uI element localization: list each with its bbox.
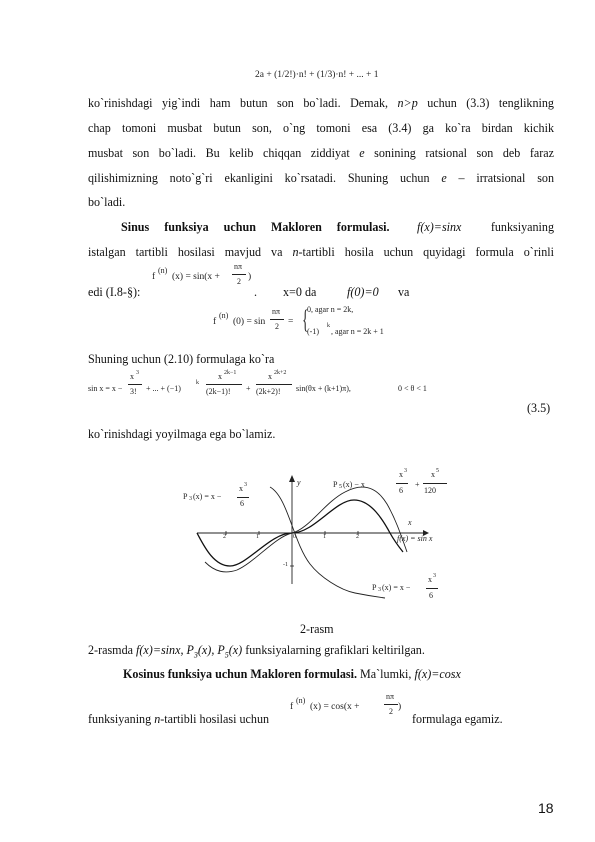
p5-label: P 5 (x) − x x 3 6 + x 5 120 — [333, 470, 453, 506]
kosinus-line2: funksiyaning n-tartibli hosilasi uchun — [88, 712, 270, 726]
sinus-after-line: ko`rinishdagi yoyilmaga ega bo`lamiz. — [88, 427, 276, 441]
shuning-line: Shuning uchun (2.10) formulaga ko`ra — [88, 352, 275, 366]
figure-caption: 2-rasm — [300, 622, 334, 636]
derivative-sin-formula: f (n) (x) = sin(x + nπ 2 ) — [152, 262, 252, 286]
top-formula-text: 2a + (1/2!)·n! + (1/3)·n! + ... + 1 — [255, 70, 379, 80]
y-axis-label: y — [297, 478, 301, 487]
f0-value: f(0)=0 — [347, 285, 379, 299]
p3-label: P 3 (x) = x − x 3 6 — [183, 482, 247, 508]
rasm-description: 2-rasmda f(x)=sinx, $P_3(x)$, $P_5(x)$ funksiyalarning grafiklari keltirilgan. — [88, 643, 425, 660]
kosinus-heading: Kosinus funksiya uchun Makloren formulasi. — [123, 667, 357, 681]
page-number: 18 — [538, 800, 554, 816]
equation-label-3-5: (3.5) — [527, 401, 551, 415]
sinus-heading: Sinus funksiya uchun Makloren formulasi. — [121, 220, 390, 234]
para1-line3: musbat son bo`ladi. Bu kelib chiqqan ziddiyat e sonining ratsional son deb faraz — [88, 146, 554, 160]
para1-line5: bo`ladi. — [88, 195, 126, 209]
kosinus-heading-line: Kosinus funksiya uchun Makloren formulasi. Ma`lumki, f(x)=cosx — [123, 667, 461, 681]
top-formula — [255, 60, 385, 92]
derivative-cos-formula: f (n) (x) = cos(x + nπ 2 ) — [290, 692, 402, 716]
sinus-line3: edi (I.8-§): — [88, 285, 141, 299]
derivative-at-zero-formula: f (n) (0) = sin nπ 2 = { 0, agar n = 2k, (-1) k , agar n = 2k + 1 — [213, 305, 384, 336]
p3-lower-label: P 3 (x) = x − x 3 6 — [372, 573, 436, 600]
fx-label: f(x) = sin x — [397, 534, 433, 543]
x-axis-label: x — [408, 518, 412, 527]
para1-line1: ko`rinishdagi yig`indi ham butun son bo`ladi. Demak, n>p uchun (3.3) tenglikning — [88, 96, 554, 110]
x0-condition: x=0 da — [283, 285, 317, 299]
sin-maclaurin-series: sin x = x − x 3 3! + ... + (−1) k x 2k−1 (2k−1)! + x 2k+2 (2k+2)! sin(θx + (k+1)π), 0 < θ < 1 — [88, 370, 427, 396]
para1-line4: qilishimizning noto`g`ri ekanligini ko`rsatadi. Shuning uchun e – irratsional son — [88, 171, 554, 185]
sinus-line2: istalgan tartibli hosilasi mavjud va n-tartibli hosila uchun quyidagi formula o`rinli — [88, 245, 554, 259]
sinus-func: f(x)=sinx — [417, 220, 462, 234]
para1-line2: chap tomoni musbat butun son, o`ng tomoni esa (3.4) ga ko`ra birdan kichik — [88, 121, 554, 135]
tick-labels: 2 1 0 1 2 -1 — [223, 534, 359, 568]
